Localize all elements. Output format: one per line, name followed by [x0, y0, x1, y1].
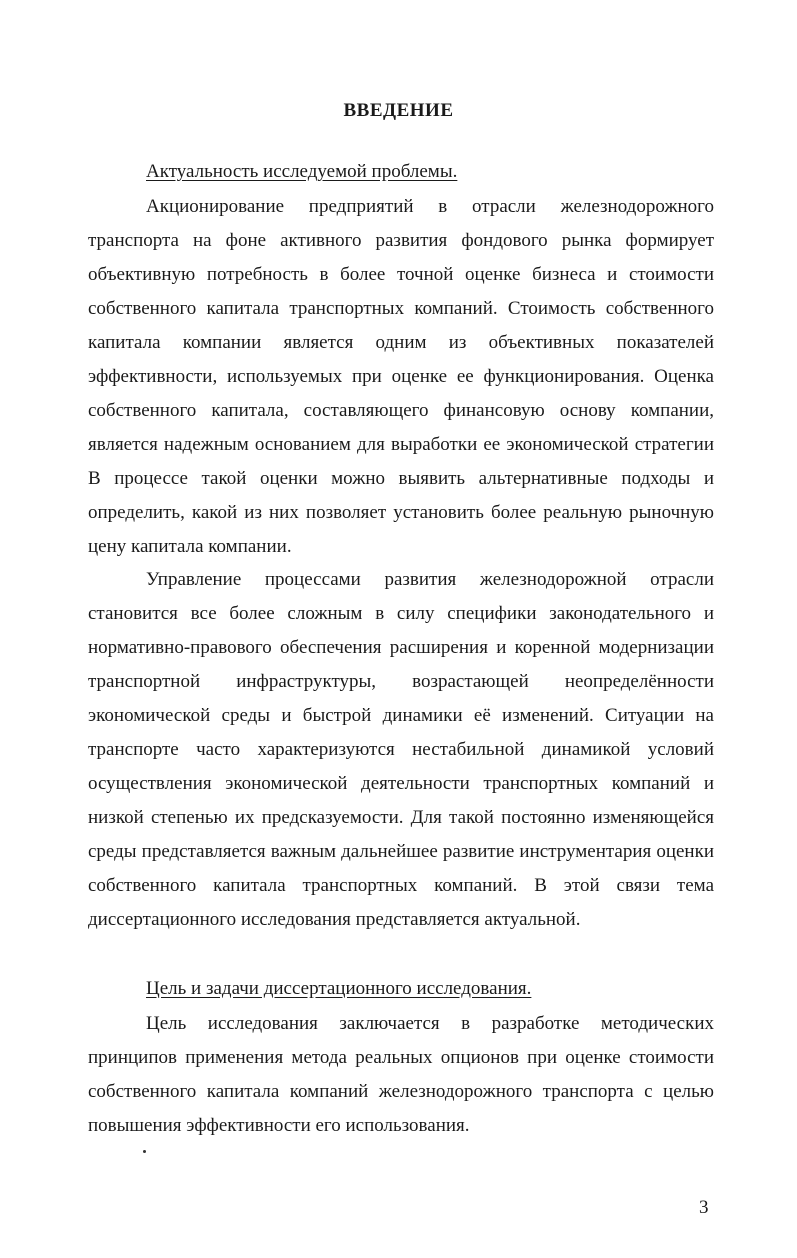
paragraph-relevance-1: Акционирование предприятий в отрасли железнодорожного транспорта на фоне активного развития фондового рынка формирует объективную потребность в более точной оценке бизнеса и стоимости собственного капитала транспортных компаний. Стоимость собственного капитала компании является одним из объективных показателей эффективности, используемых при оценке ее функционирования. Оценка собственного капитала, составляющего финансовую основу компании, является надежным основанием для выработки ее экономической стратегии В процессе такой оценки можно выявить альтернативные подходы и определить, какой из них позволяет установить более реальную рыночную цену капитала компании.	[88, 196, 714, 557]
page-title: ВВЕДЕНИЕ	[343, 100, 454, 121]
section-heading-goals: Цель и задачи диссертационного исследования.	[146, 978, 532, 999]
paragraph-goals-1: Цель исследования заключается в разработке методических принципов применения метода реальных опционов при оценке стоимости собственного капитала компаний железнодорожного транспорта с целью повышения эффективности его использования.	[88, 1013, 714, 1136]
page-number: 3	[699, 1197, 709, 1218]
paragraph-relevance-2: Управление процессами развития железнодорожной отрасли становится все более сложным в силу специфики законодательного и нормативно-правового обеспечения расширения и коренной модернизации транспортной инфраструктуры, возрастающей неопределённости экономической среды и быстрой динамики её изменений. Ситуации на транспорте часто характеризуются нестабильной динамикой условий осуществления экономической деятельности транспортных компаний и низкой степенью их предсказуемости. Для такой постоянно изменяющейся среды представляется важным дальнейшее развитие инструментария оценки собственного капитала транспортных компаний. В этой связи тема диссертационного исследования представляется актуальной.	[88, 569, 714, 930]
scan-speck	[143, 1150, 146, 1153]
section-heading-relevance: Актуальность исследуемой проблемы.	[146, 161, 458, 182]
